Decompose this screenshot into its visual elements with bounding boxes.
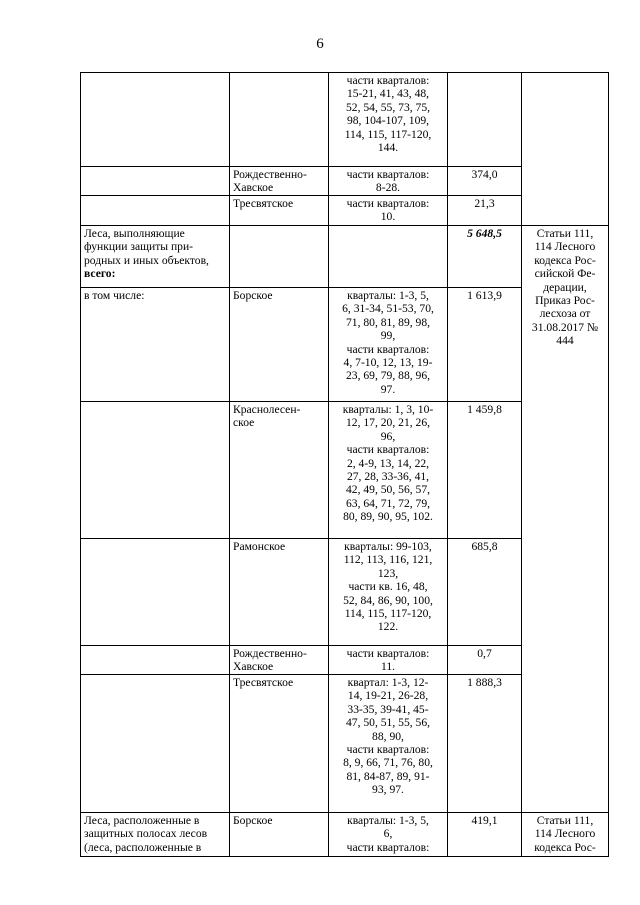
quarters-cell: кварталы: 99-103, 112, 113, 116, 121, 123, части кв. 16, 48, 52, 84, 86, 90, 100, 114, 115, 117-120, 122. (329, 539, 448, 646)
forestry-cell: Краснолесен- ское (230, 402, 329, 539)
table-row (81, 226, 609, 288)
area-total-cell: 5 648,5 (448, 226, 522, 288)
forestry-cell (230, 226, 329, 288)
quarters-cell: кварталы: 1-3, 5, 6, части кварталов: (329, 813, 448, 857)
quarters-cell: части кварталов: 15-21, 41, 43, 48, 52, 54, 55, 73, 75, 98, 104-107, 109, 114, 115, 117-120, 144. (329, 73, 448, 167)
quarters-cell: части кварталов: 8-28. (329, 167, 448, 196)
category-cell (81, 539, 230, 646)
area-value-cell: 21,3 (448, 196, 522, 226)
basis-cell: Статьи 111, 114 Лесного кодекса Рос- (522, 813, 609, 857)
quarters-cell: части кварталов: 10. (329, 196, 448, 226)
forestry-cell (230, 73, 329, 167)
category-cell: Леса, расположенные в защитных полосах лесов (леса, расположенные в (81, 813, 230, 857)
category-cell (81, 73, 230, 167)
forestry-cell: Рождественно- Хавское (230, 167, 329, 196)
quarters-cell (329, 226, 448, 288)
forestry-cell: Борское (230, 813, 329, 857)
area-value-cell: 419,1 (448, 813, 522, 857)
basis-cell: Статьи 111, 114 Лесного кодекса Рос- сийской Фе- дерации, Приказ Рос- лесхоза от 31.08.2017 № 444 (522, 226, 609, 813)
quarters-cell: кварталы: 1, 3, 10- 12, 17, 20, 21, 26, 96, части кварталов: 2, 4-9, 13, 14, 22, 27, 28, 33-36, 41, 42, 49, 50, 56, 57, 63, 64, 71, 72, 79, 80, 89, 90, 95, 102. (329, 402, 448, 539)
category-cell (81, 226, 230, 288)
category-cell (81, 196, 230, 226)
category-cell (81, 402, 230, 539)
area-value-cell: 1 613,9 (448, 288, 522, 402)
category-label: Леса, выполняющие функции защиты при- родных и иных объектов, (84, 227, 209, 267)
quarters-cell: квартал: 1-3, 12- 14, 19-21, 26-28, 33-35, 39-41, 45- 47, 50, 51, 55, 56, 88, 90, части кварталов: 8, 9, 66, 71, 76, 80, 81, 84-87, 89, 91- 93, 97. (329, 675, 448, 813)
page-number: 6 (316, 36, 324, 52)
protective-forests-table (80, 72, 609, 857)
area-value-cell (448, 73, 522, 167)
forestry-cell: Тресвятское (230, 196, 329, 226)
category-cell (81, 646, 230, 675)
table-row (81, 813, 609, 857)
area-value-cell: 374,0 (448, 167, 522, 196)
forestry-cell: Борское (230, 288, 329, 402)
category-cell (81, 167, 230, 196)
basis-cell (522, 73, 609, 226)
forestry-cell: Рождественно- Хавское (230, 646, 329, 675)
area-value-cell: 0,7 (448, 646, 522, 675)
table-row (81, 73, 609, 167)
category-cell (81, 675, 230, 813)
category-total-label: всего: (84, 267, 116, 281)
area-value-cell: 1 888,3 (448, 675, 522, 813)
forestry-cell: Рамонское (230, 539, 329, 646)
quarters-cell: кварталы: 1-3, 5, 6, 31-34, 51-53, 70, 71, 80, 81, 89, 98, 99, части кварталов: 4, 7-10, 12, 13, 19- 23, 69, 79, 88, 96, 97. (329, 288, 448, 402)
area-value-cell: 1 459,8 (448, 402, 522, 539)
forestry-cell: Тресвятское (230, 675, 329, 813)
category-cell: в том числе: (81, 288, 230, 402)
quarters-cell: части кварталов: 11. (329, 646, 448, 675)
area-value-cell: 685,8 (448, 539, 522, 646)
